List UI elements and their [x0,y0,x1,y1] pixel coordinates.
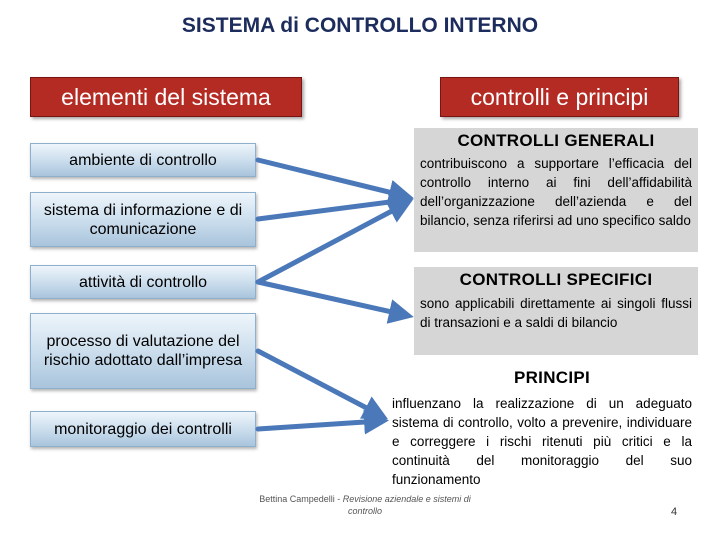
element-monitoraggio: monitoraggio dei controlli [30,411,256,447]
principi-title: PRINCIPI [513,368,591,387]
controlli-specifici-text: sono applicabili direttamente ai singoli flussi di transazioni e a saldi di bilancio [420,296,692,330]
element-ambiente: ambiente di controllo [30,143,256,177]
element-processo-valutazione: processo di valutazione del rischio adottato dall’impresa [30,313,256,389]
element-sistema-informazione: sistema di informazione e di comunicazione [30,192,256,247]
header-elementi: elementi del sistema [30,77,302,117]
arrow-monitoraggio-to-principi [258,421,380,429]
arrow-attivita-to-specifici [258,282,405,315]
arrow-processo-to-principi [258,351,380,415]
page-title: SISTEMA di CONTROLLO INTERNO [181,14,539,37]
footer-credits [250,493,480,517]
arrow-ambiente-to-generali [258,160,405,196]
principi-text: influenzano la realizzazione di un adeguato sistema di controllo, volto a prevenire, individuare e correggere i rischi ritenuti più critici e la continuità del monitoraggio del suo funzionamento [392,396,692,487]
header-controlli: controlli e principi [440,77,679,117]
controlli-specifici-title: CONTROLLI SPECIFICI [459,270,653,289]
element-attivita: attività di controllo [30,265,256,299]
footer-course: Revisione aziendale e sistemi di controllo [342,494,471,516]
controlli-generali-title: CONTROLLI GENERALI [457,131,655,150]
controlli-generali-text: contribuiscono a supportare l’efficacia del controllo interno ai fini dell’affidabilità dell’organizzazione dell’azienda e del bilancio, senza riferirsi ad uno specifico saldo [420,156,692,228]
footer-author: Bettina Campedelli - [259,494,343,504]
page-number: 4 [670,506,678,518]
